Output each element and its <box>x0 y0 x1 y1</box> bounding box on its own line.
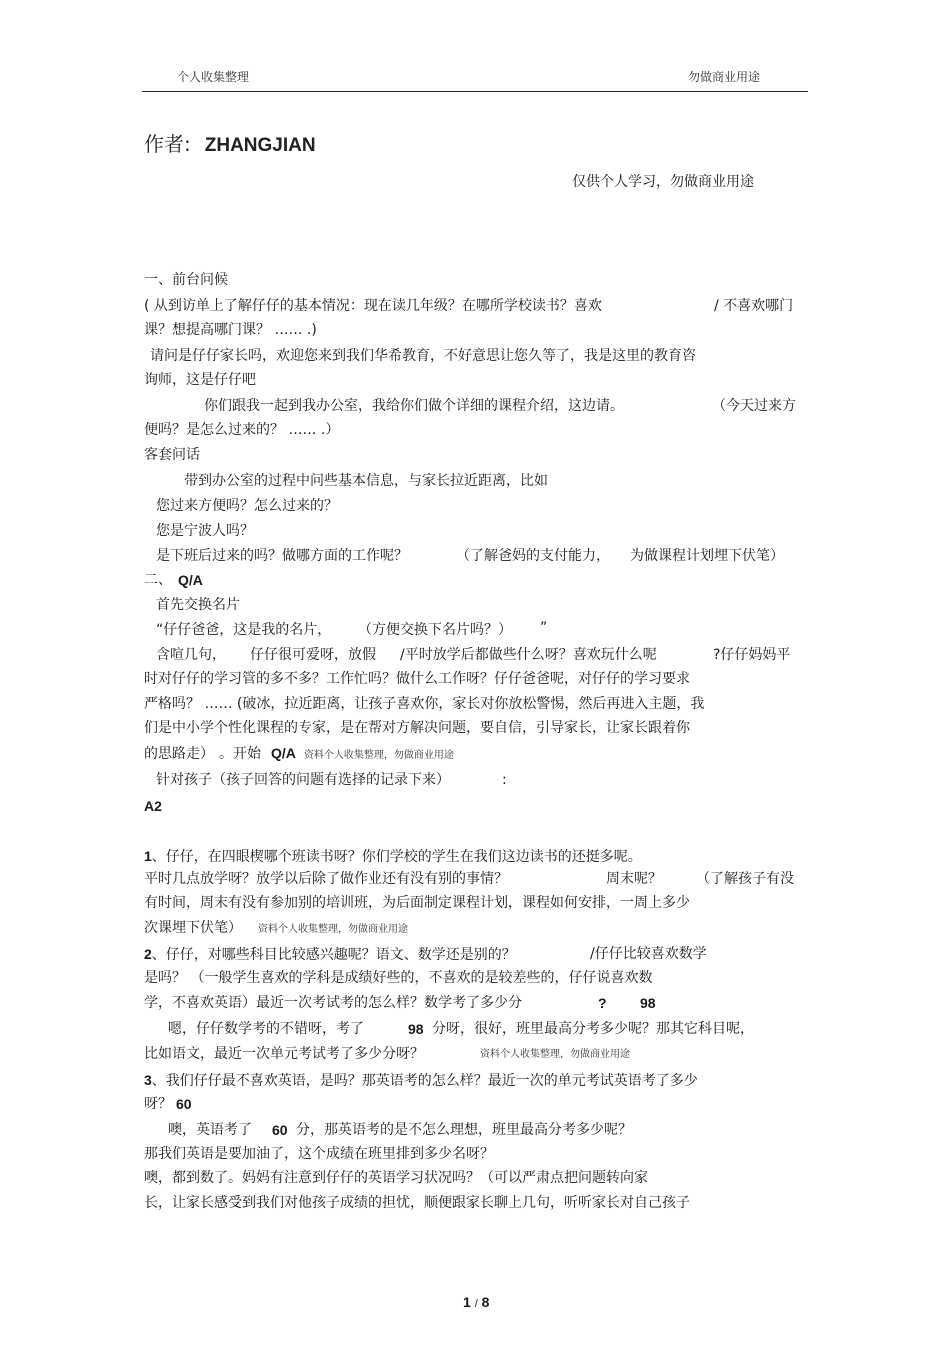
text-line: 带到办公室的过程中问些基本信息，与家长拉近距离，比如 <box>184 473 548 489</box>
text-segment: 。开始 <box>219 746 261 762</box>
text-line: （了解孩子有没 <box>696 871 794 887</box>
text-line: 周末呢？ <box>606 871 662 887</box>
text-line <box>144 945 516 964</box>
text-line: 请问是仔仔家长吗，欢迎您来到我们华希教育，不好意思让您久等了，我是这里的教育咨 <box>150 348 696 364</box>
page-total: 8 <box>481 1294 490 1310</box>
score-value: 98 <box>640 995 656 1011</box>
text-line: 比如语文，最近一次单元考试考了多少分呀？ <box>144 1046 424 1062</box>
text-line: 仔仔很可爱呀，放假 <box>250 647 376 663</box>
text-line <box>144 744 454 765</box>
score-value: 98 <box>408 1021 424 1037</box>
item-number: 2 <box>144 946 152 962</box>
text-line <box>144 919 408 939</box>
usage-notice: 仅供个人学习，勿做商业用途 <box>572 174 754 190</box>
text-line: 那我们英语是要加油了，这个成绩在班里排到多少名呀？ <box>144 1146 494 1162</box>
header-left: 个人收集整理 <box>177 70 250 84</box>
score-value: 60 <box>272 1122 288 1138</box>
score-value: 60 <box>176 1096 192 1112</box>
author-name: ZHANGJIAN <box>204 135 316 156</box>
text-line: 时对仔仔的学习管的多不多？工作忙吗？做什么工作呀？仔仔爸爸呢，对仔仔的学习要求 <box>144 671 690 687</box>
text-segment: Q/A <box>271 745 296 761</box>
text-line: 询师，这是仔仔吧 <box>144 372 256 388</box>
text-line: 为做课程计划埋下伏笔） <box>630 548 784 564</box>
text-line: ” <box>540 620 548 636</box>
text-line <box>144 847 642 866</box>
section-heading-qa: Q/A <box>178 572 203 588</box>
text-line: 您过来方便吗？怎么过来的？ <box>156 498 338 514</box>
text-line: （今天过来方 <box>712 398 796 414</box>
text-line: 有时间，周末有没有参加别的培训班，为后面制定课程计划，课程如何安排，一周上多少 <box>144 895 690 911</box>
text-line: 针对孩子（孩子回答的问题有选择的记录下来） <box>156 772 450 788</box>
text-line: “仔仔爸爸，这是我的名片， <box>156 622 332 638</box>
author-line <box>144 128 316 157</box>
text-line: 平时几点放学呀？放学以后除了做作业还有没有别的事情？ <box>144 871 508 887</box>
text-line: 您是宁波人吗？ <box>156 523 254 539</box>
text-line <box>144 1071 698 1090</box>
text-line: 呀？ <box>144 1096 172 1112</box>
text-line: 客套问话 <box>144 447 200 463</box>
text-line: 首先交换名片 <box>156 597 240 613</box>
text-line: 分，那英语考的是不怎么理想，班里最高分考多少呢？ <box>296 1122 632 1138</box>
header-right: 勿做商业用途 <box>688 70 761 84</box>
page-indicator <box>463 1294 489 1310</box>
page-separator: / <box>474 1298 478 1310</box>
text-segment: 的思路走） <box>144 746 207 762</box>
item-number: 1 <box>144 848 152 864</box>
text-line: ?仔仔妈妈平 <box>713 647 791 663</box>
subheading: A2 <box>144 798 162 814</box>
text-line: 长，让家长感受到我们对他孩子成绩的担忧，顺便跟家长聊上几句，听听家长对自己孩子 <box>144 1195 690 1211</box>
text-segment: 次课埋下伏笔） <box>144 920 242 936</box>
item-number: 3 <box>144 1072 152 1088</box>
text-segment: 、我们仔仔最不喜欢英语，是吗？那英语考的怎么样？最近一次的单元考试英语考了多少 <box>151 1073 698 1089</box>
text-line: /平时放学后都做些什么呀？喜欢玩什么呢 <box>400 647 657 663</box>
text-line: 们是中小学个性化课程的专家，是在帮对方解决问题，要自信，引导家长，让家长跟着你 <box>144 720 690 736</box>
text-segment: 、仔仔，对哪些科目比较感兴趣呢？语文、数学还是别的？ <box>151 947 516 963</box>
watermark-note: 资料个人收集整理，勿做商业用途 <box>303 750 454 761</box>
text-line: : <box>502 772 507 788</box>
section-heading: 一、前台问候 <box>144 272 228 288</box>
text-line: 课？想提高哪门课？ …… .) <box>144 322 317 338</box>
watermark-note: 资料个人收集整理，勿做商业用途 <box>258 924 408 935</box>
text-line: （了解爸妈的支付能力， <box>456 548 610 564</box>
text-line: 你们跟我一起到我办公室，我给你们做个详细的课程介绍，这边请。 <box>204 398 624 414</box>
text-line: 分呀，很好，班里最高分考多少呢？那其它科目呢， <box>432 1021 754 1037</box>
text-line: 便吗？是怎么过来的？ …… .） <box>144 422 340 438</box>
text-line: （方便交换下名片吗？） <box>358 622 512 638</box>
text-line: 严格吗？ …… (破冰，拉近距离，让孩子喜欢你，家长对你放松警惕，然后再进入主题，我 <box>144 696 705 712</box>
text-line: 含喧几句， <box>156 647 226 663</box>
text-line: ( 从到访单上了解仔仔的基本情况：现在读几年级？在哪所学校读书？喜欢 <box>144 298 602 314</box>
text-line: / 不喜欢哪门 <box>714 298 794 314</box>
author-label: 作者: <box>144 132 191 156</box>
text-line: 学，不喜欢英语）最近一次考试考的怎么样？数学考了多少分 <box>144 995 522 1011</box>
text-line: /仔仔比较喜欢数学 <box>590 946 707 962</box>
text-line: ? <box>598 995 607 1011</box>
watermark-note: 资料个人收集整理，勿做商业用途 <box>480 1049 630 1060</box>
text-segment: 、仔仔，在四眼楔哪个班读书呀？你们学校的学生在我们这边读书的还挺多呢。 <box>151 849 642 865</box>
text-line: 噢，英语考了 <box>168 1122 252 1138</box>
header-rule <box>142 91 808 92</box>
text-line: 嗯，仔仔数学考的不错呀，考了 <box>168 1021 364 1037</box>
section-heading: 二、 <box>144 572 172 588</box>
text-line: 是吗？ （一般学生喜欢的学科是成绩好些的，不喜欢的是较差些的，仔仔说喜欢数 <box>144 970 653 986</box>
page-current: 1 <box>463 1294 471 1310</box>
text-line: 噢，都到数了。妈妈有注意到仔仔的英语学习状况吗？（可以严肃点把问题转向家 <box>144 1170 648 1186</box>
text-line: 是下班后过来的吗？做哪方面的工作呢？ <box>156 548 408 564</box>
